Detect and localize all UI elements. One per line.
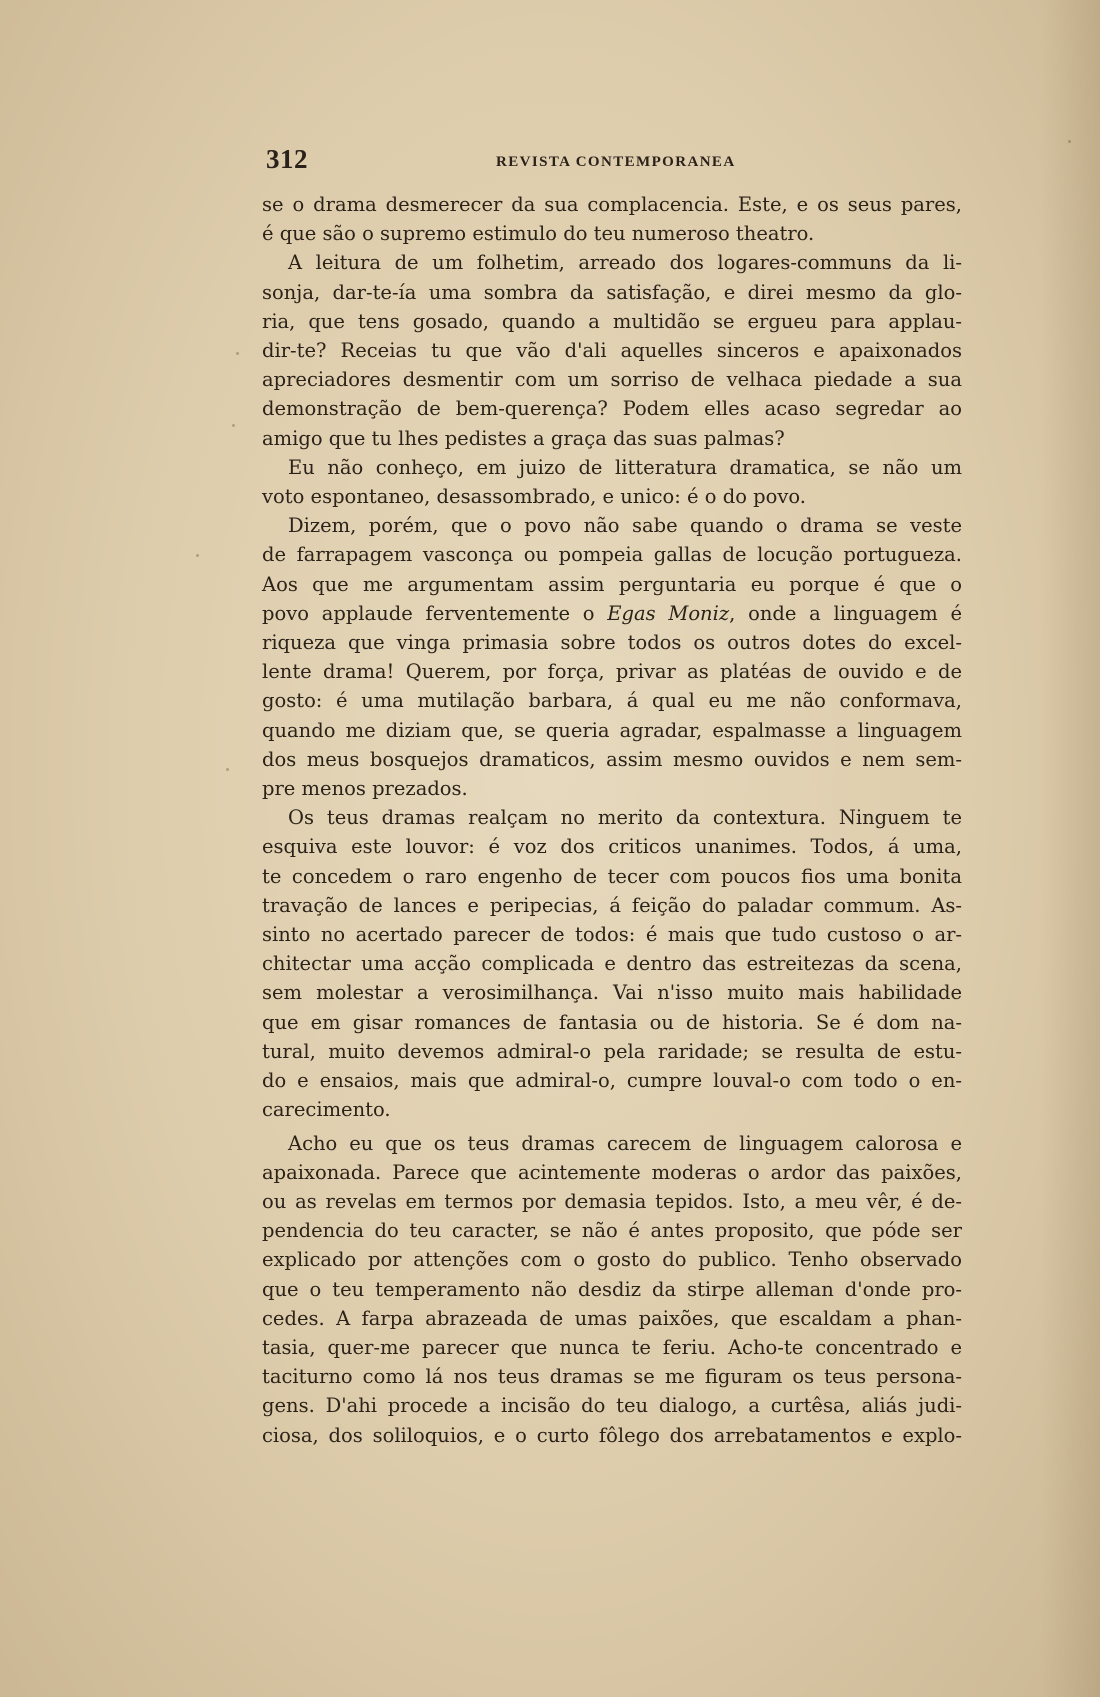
text-line: Eu não conheço, em juizo de litteratura dramatica, se não um — [288, 455, 962, 479]
text-line: apreciadores desmentir com um sorriso de velhaca piedade a sua — [262, 368, 962, 392]
text-line: apaixonada. Parece que acintemente moderas o ardor das paixões, — [262, 1160, 962, 1184]
page-edge-shadow — [1040, 0, 1100, 1697]
text-line: tural, muito devemos admiral-o pela raridade; se resulta de estu- — [262, 1039, 962, 1063]
text-line: chitectar uma acção complicada e dentro das estreitezas da scena, — [262, 952, 962, 976]
paper-speck — [236, 352, 239, 355]
text-line: que o teu temperamento não desdiz da stirpe alleman d'onde pro- — [262, 1277, 962, 1301]
text-line: amigo que tu lhes pedistes a graça das suas palmas? — [262, 426, 785, 450]
paper-speck — [1068, 140, 1071, 143]
text-line: travação de lances e peripecias, á feição do paladar commum. As- — [262, 893, 962, 917]
text-line: sonja, dar-te-ía uma sombra da satisfação, e direi mesmo da glo- — [262, 280, 962, 304]
text-line: Aos que me argumentam assim perguntaria eu porque é que o — [262, 572, 962, 596]
text-line: pendencia do teu caracter, se não é antes proposito, que póde ser — [262, 1219, 962, 1243]
text-line: demonstração de bem-querença? Podem elles acaso segredar ao — [262, 397, 962, 421]
text-line: pre menos prezados. — [262, 777, 468, 801]
paper-speck — [226, 768, 229, 771]
text-line: quando me diziam que, se queria agradar, espalmasse a linguagem — [262, 718, 962, 742]
text-line: cedes. A farpa abrazeada de umas paixões, que escaldam a phan- — [262, 1306, 962, 1330]
text-line: gosto: é uma mutilação barbara, á qual eu me não conformava, — [262, 689, 962, 713]
text-line: sem molestar a verosimilhança. Vai n'isso muito mais habilidade — [262, 981, 962, 1005]
text-line: de farrapagem vasconça ou pompeia gallas de locução portugueza. — [262, 543, 962, 567]
text-line: ciosa, dos soliloquios, e o curto fôlego dos arrebatamentos e explo- — [262, 1423, 962, 1447]
text-line: se o drama desmerecer da sua complacencia. Este, e os seus pares, — [262, 193, 962, 216]
italic-title: Egas Moniz — [607, 601, 730, 625]
text-line: esquiva este louvor: é voz dos criticos unanimes. Todos, á uma, — [262, 835, 962, 859]
text-line: que em gisar romances de fantasia ou de historia. Se é dom na- — [262, 1010, 962, 1034]
text-line: Acho eu que os teus dramas carecem de linguagem calorosa e — [288, 1131, 962, 1155]
page-number: 312 — [266, 144, 308, 174]
text-line: é que são o supremo estimulo do teu numeroso theatro. — [262, 222, 815, 246]
text-line: taciturno como lá nos teus dramas se me figuram os teus persona- — [262, 1365, 962, 1389]
text-line: A leitura de um folhetim, arreado dos logares-communs da li- — [288, 251, 962, 275]
text-line: dos meus bosquejos dramaticos, assim mesmo ouvidos e nem sem- — [262, 747, 962, 771]
body-text — [262, 190, 962, 1450]
text-line: dir-te? Receias tu que vão d'ali aquelles sinceros e apaixonados — [262, 339, 962, 363]
text-line: ou as revelas em termos por demasia tepidos. Isto, a meu vêr, é de- — [262, 1189, 962, 1213]
text-line: povo applaude ferventemente o Egas Moniz, onde a linguagem é — [262, 601, 962, 625]
text-line: te concedem o raro engenho de tecer com poucos fios uma bonita — [262, 864, 962, 888]
text-line: carecimento. — [262, 1098, 391, 1122]
text-line: ria, que tens gosado, quando a multidão se ergueu para applau- — [262, 309, 962, 333]
text-line: voto espontaneo, desassombrado, e unico: é o do povo. — [262, 485, 806, 509]
text-line: Os teus dramas realçam no merito da contextura. Ninguem te — [288, 806, 962, 830]
text-line: gens. D'ahi procede a incisão do teu dialogo, a curtêsa, aliás judi- — [262, 1394, 962, 1418]
text-line: explicado por attenções com o gosto do publico. Tenho observado — [262, 1248, 962, 1272]
text-line: tasia, quer-me parecer que nunca te feriu. Acho-te concentrado e — [262, 1335, 962, 1359]
page-header — [0, 138, 1100, 178]
running-head: REVISTA CONTEMPORANEA — [496, 154, 736, 170]
text-line: sinto no acertado parecer de todos: é mais que tudo custoso o ar- — [262, 923, 962, 947]
text-line: do e ensaios, mais que admiral-o, cumpre louval-o com todo o en- — [262, 1069, 962, 1093]
paper-speck — [196, 554, 199, 557]
text-line: riqueza que vinga primasia sobre todos os outros dotes do excel- — [262, 631, 962, 655]
text-line: Dizem, porém, que o povo não sabe quando o drama se veste — [288, 514, 962, 538]
text-line: lente drama! Querem, por força, privar as platéas de ouvido e de — [262, 660, 962, 684]
paper-speck — [232, 424, 235, 427]
